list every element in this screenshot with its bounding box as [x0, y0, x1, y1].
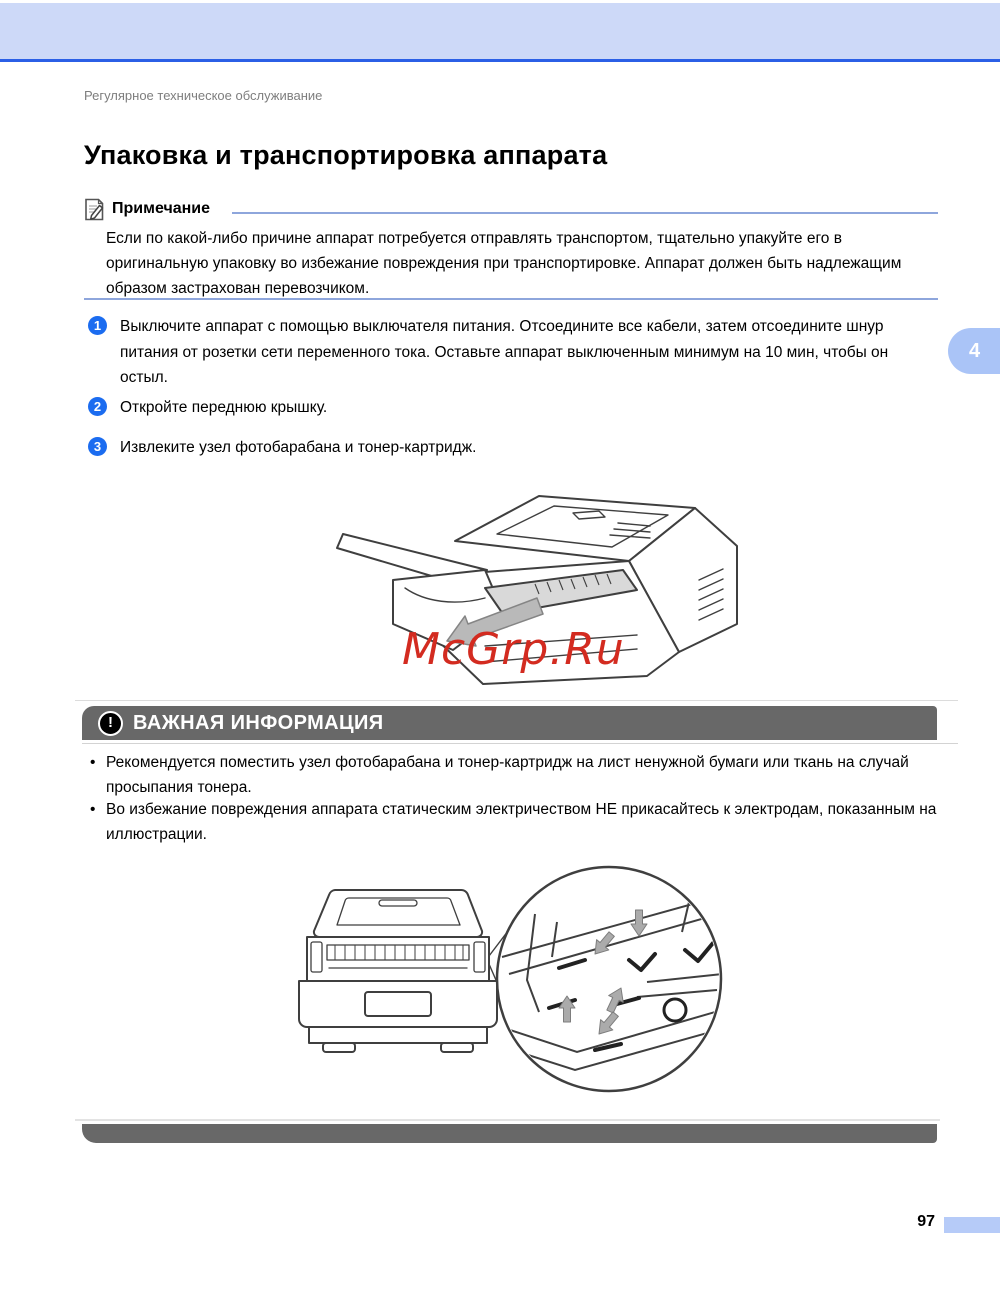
header-band [0, 3, 1000, 59]
important-bullet-1 [90, 750, 938, 800]
bullet-text: Во избежание повреждения аппарата статическим электричеством НЕ прикасайтесь к электродам, показанным на иллюстрации. [106, 801, 937, 843]
note-label: Примечание [112, 200, 211, 217]
header-rule [0, 59, 1000, 62]
important-header-bar [82, 706, 937, 740]
printer-electrodes-illustration [277, 862, 737, 1097]
note-label-rule [232, 212, 938, 214]
step-text: Откройте переднюю крышку. [120, 399, 328, 416]
closing-hairline [75, 1119, 940, 1121]
important-title: ВАЖНАЯ ИНФОРМАЦИЯ [133, 711, 384, 734]
page-title: Упаковка и транспортировка аппарата [84, 140, 608, 170]
note-header [84, 198, 210, 220]
footer-accent-rect [944, 1217, 1000, 1233]
page-number: 97 [917, 1213, 935, 1230]
bullet-text: Рекомендуется поместить узел фотобарабана и тонер-картридж на лист ненужной бумаги или ткань на случай просыпания тонера. [106, 754, 909, 796]
important-bullet-2 [90, 797, 938, 847]
note-text: Если по какой-либо причине аппарат потребуется отправлять транспортом, тщательно упакуйте его в оригинальную упаковку во избежание повреждения при транспортировке. Аппарат должен быть надлежащим образом застрахован перевозчиком. [106, 230, 902, 297]
memo-pencil-icon [84, 198, 105, 221]
step-text: Выключите аппарат с помощью выключателя питания. Отсоедините все кабели, затем отсоедините шнур питания от розетки сети переменного тока. Оставьте аппарат выключенным минимум на 10 мин, чтобы он остыл. [120, 318, 889, 386]
step-number-badge: 1 [88, 316, 107, 335]
breadcrumb: Регулярное техническое обслуживание [84, 88, 323, 103]
closing-bar [82, 1124, 937, 1143]
step-text: Извлеките узел фотобарабана и тонер-картридж. [120, 439, 477, 456]
bullet-marker: • [90, 754, 96, 771]
step-number-badge: 3 [88, 437, 107, 456]
step-number-badge: 2 [88, 397, 107, 416]
note-divider [84, 298, 938, 300]
important-hairline-top [75, 700, 958, 701]
bullet-marker: • [90, 801, 96, 818]
watermark-text: McGrp.Ru [402, 624, 625, 675]
exclamation-icon: ! [98, 711, 123, 736]
chapter-tab: 4 [948, 328, 1000, 374]
important-hairline [82, 743, 958, 744]
